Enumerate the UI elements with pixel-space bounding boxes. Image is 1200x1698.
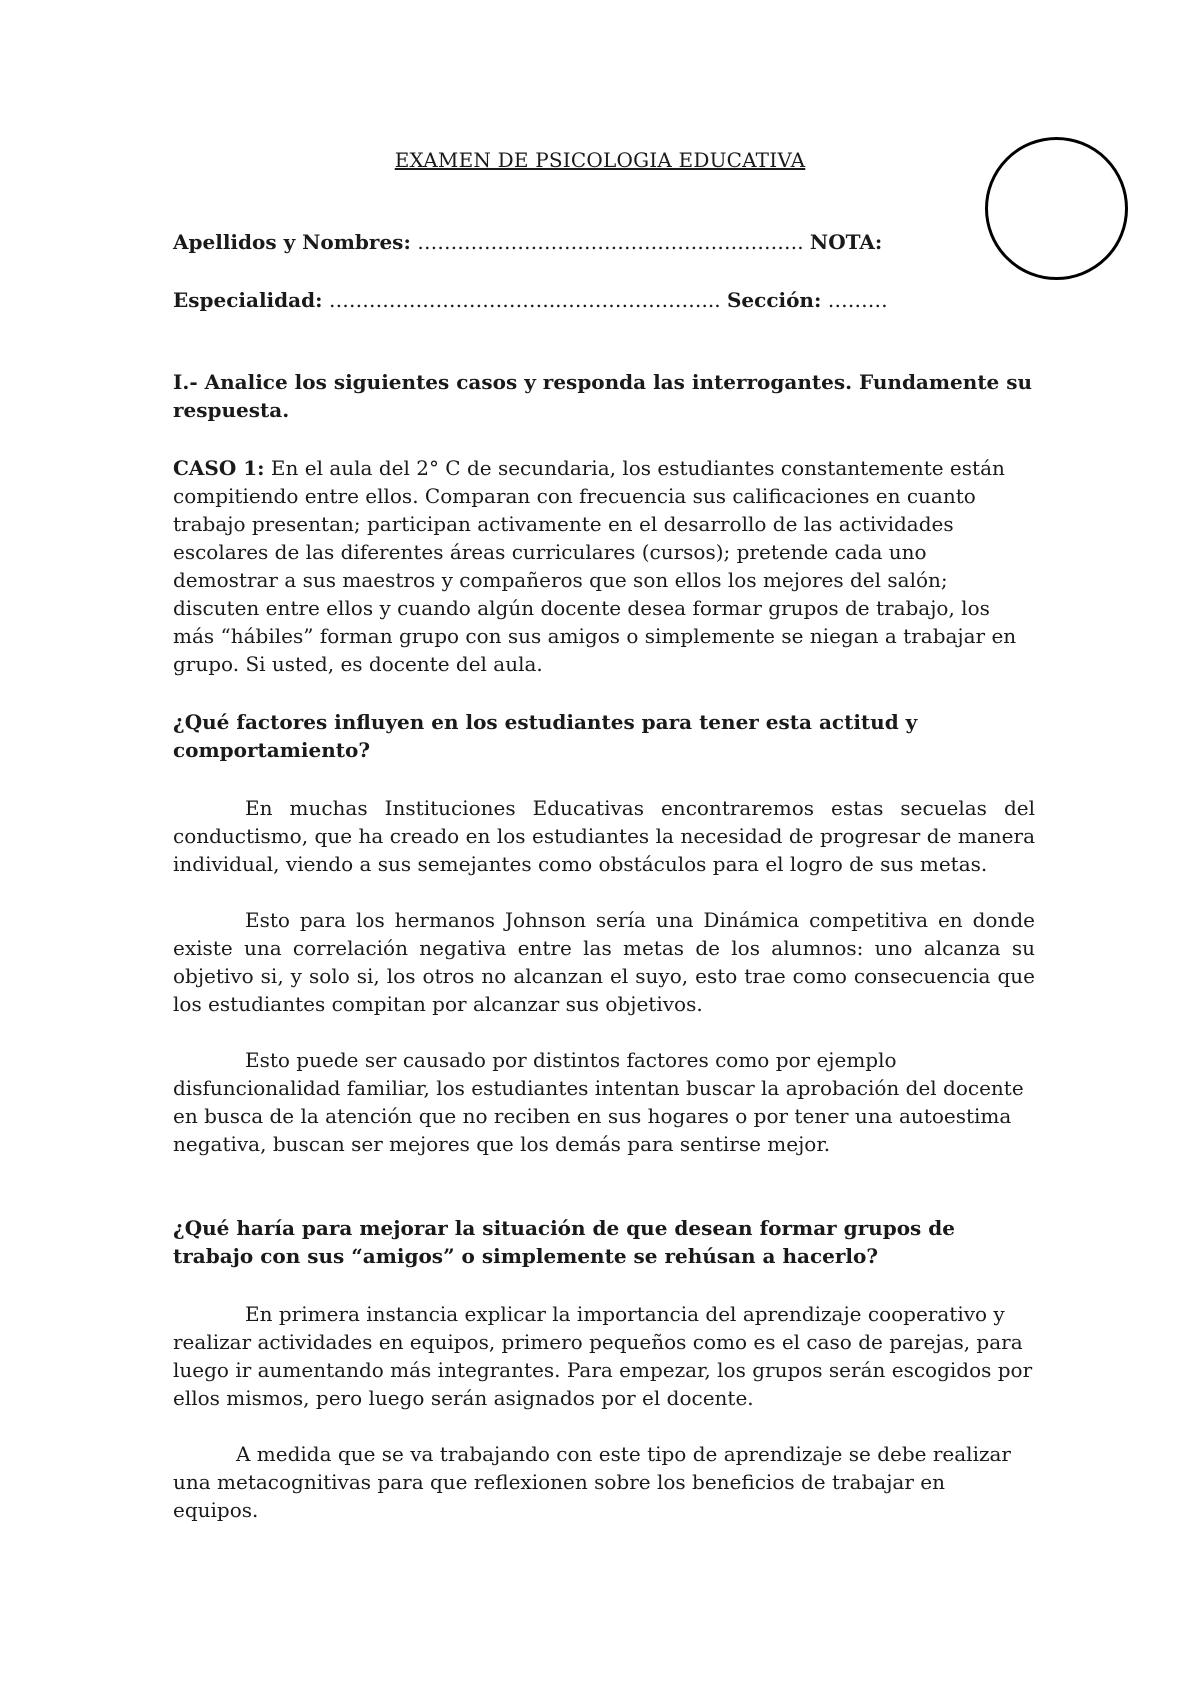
question-2: ¿Qué haría para mejorar la situación de que desean formar grupos de trabajo con sus “amigos” o simplemente se rehúsan a hacerlo?: [173, 1216, 955, 1268]
specialty-field-line: [173, 288, 888, 312]
question-1: ¿Qué factores influyen en los estudiantes para tener esta actitud y comportamiento?: [173, 710, 918, 762]
nota-label: NOTA:: [809, 230, 883, 254]
section-heading: I.- Analice los siguientes casos y responda las interrogantes. Fundamente su respuesta.: [173, 370, 1033, 422]
grade-circle: [985, 137, 1128, 280]
section-dots: ………: [827, 288, 888, 312]
name-label: Apellidos y Nombres:: [173, 230, 411, 254]
answer-2-paragraph: En primera instancia explicar la importancia del aprendizaje cooperativo y realizar actividades en equipos, primero pequeños como es el caso de parejas, para luego ir aumentando más integrantes. Para empezar, los grupos serán escogidos por ellos mismos, pero luego serán asignados por el docente.: [173, 1302, 1033, 1410]
exam-body: [173, 368, 1035, 1524]
case-text: En el aula del 2° C de secundaria, los estudiantes constantemente están compitiendo entre ellos. Comparan con frecuencia sus calificaciones en cuanto trabajo presentan; participan activamente en el desarrollo de las actividades escolares de las diferentes áreas curriculares (cursos); pretende cada uno demostrar a sus maestros y compañeros que son ellos los mejores del salón; discuten entre ellos y cuando algún docente desea formar grupos de trabajo, los más “hábiles” forman grupo con sus amigos o simplemente se niegan a trabajar en grupo. Si usted, es docente del aula.: [173, 456, 1017, 676]
case-label: CASO 1:: [173, 456, 265, 480]
name-field-line: [173, 230, 882, 254]
answer-1-paragraph: En muchas Instituciones Educativas encontraremos estas secuelas del conductismo, que ha creado en los estudiantes la necesidad de progresar de manera individual, viendo a sus semejantes como obstáculos para el logro de sus metas.: [173, 796, 1035, 876]
section-label: Sección:: [726, 288, 822, 312]
answer-1-paragraph: Esto puede ser causado por distintos factores como por ejemplo disfuncionalidad familiar, los estudiantes intentan buscar la aprobación del docente en busca de la atención que no reciben en sus hogares o por tener una autoestima negativa, buscan ser mejores que los demás para sentirse mejor.: [173, 1048, 1024, 1156]
answer-1-paragraph: Esto para los hermanos Johnson sería una Dinámica competitiva en donde existe una correlación negativa entre las metas de los alumnos: uno alcanza su objetivo si, y solo si, los otros no alcanzan el suyo, esto trae como consecuencia que los estudiantes compitan por alcanzar sus objetivos.: [173, 908, 1035, 1016]
exam-title: EXAMEN DE PSICOLOGIA EDUCATIVA: [394, 148, 806, 172]
specialty-label: Especialidad:: [173, 288, 323, 312]
name-dots: ………………………………………………….: [417, 230, 804, 254]
case-paragraph: [173, 454, 1035, 678]
answer-2-paragraph: A medida que se va trabajando con este tipo de aprendizaje se debe realizar una metacognitivas para que reflexionen sobre los beneficios de trabajar en equipos.: [173, 1442, 1011, 1522]
specialty-dots: ……………………………..…………………...: [328, 288, 721, 312]
